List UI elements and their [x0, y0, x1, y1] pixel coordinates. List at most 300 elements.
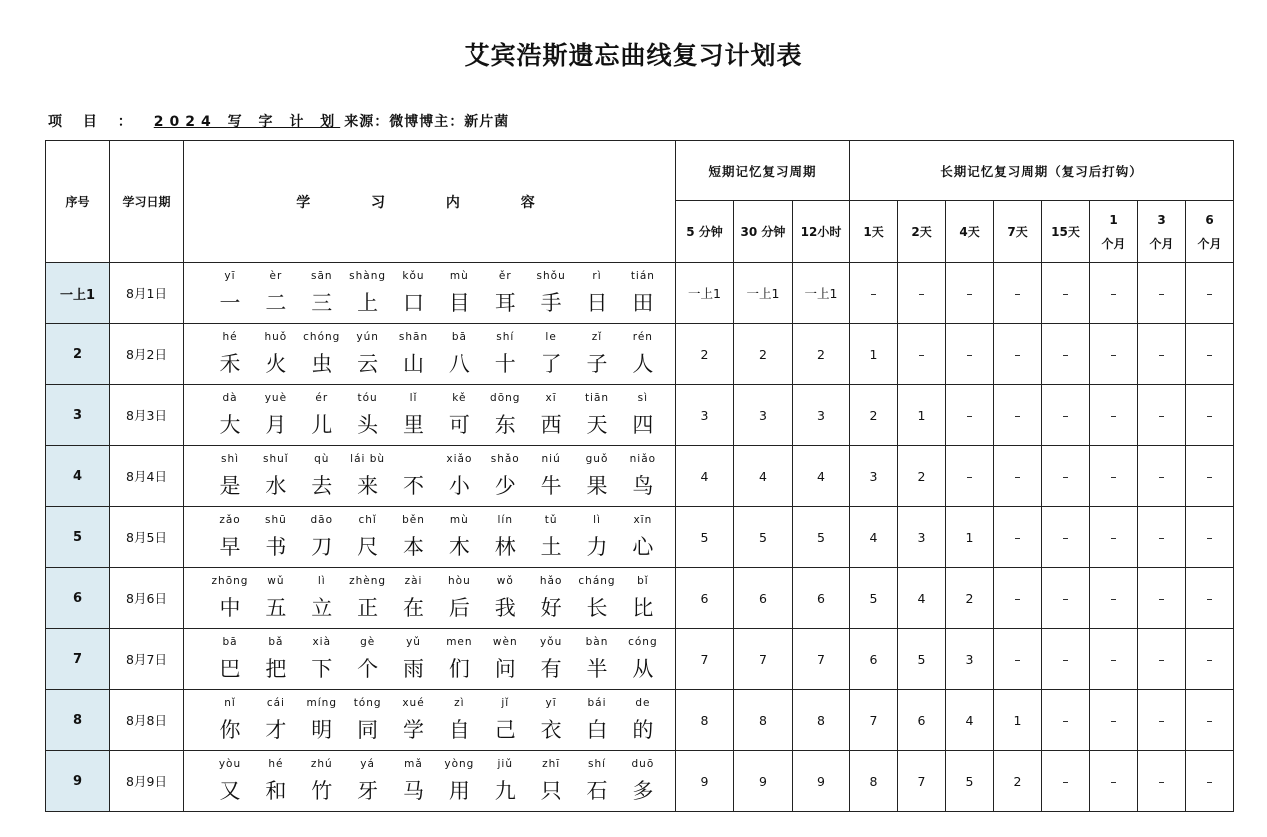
long-review-cell[interactable]: – — [1090, 385, 1138, 446]
pinyin: qù — [314, 452, 330, 465]
hanzi: 禾 — [219, 351, 241, 376]
review-plan-table — [45, 140, 1234, 812]
long-review-cell[interactable]: – — [1186, 629, 1234, 690]
header-short-col: 12小时 — [793, 201, 850, 263]
short-review-cell: 4 — [734, 446, 793, 507]
hanzi: 早 — [219, 534, 241, 559]
header-date: 学习日期 — [110, 141, 184, 263]
long-review-cell[interactable]: – — [1090, 751, 1138, 812]
pinyin: zài — [404, 574, 423, 587]
hanzi: 少 — [494, 473, 516, 498]
hanzi: 后 — [448, 595, 470, 620]
long-review-cell[interactable]: – — [1090, 629, 1138, 690]
hanzi: 果 — [586, 473, 608, 498]
short-review-cell: 7 — [734, 629, 793, 690]
row-seq: 3 — [46, 385, 110, 446]
row-content — [184, 446, 676, 507]
long-review-cell[interactable]: – — [1186, 507, 1234, 568]
hanzi: 石 — [586, 778, 608, 803]
long-review-cell[interactable]: 3 — [946, 629, 994, 690]
pinyin: yòng — [444, 757, 475, 770]
long-review-cell[interactable]: – — [1138, 507, 1186, 568]
long-review-cell[interactable]: – — [1186, 446, 1234, 507]
row-content — [184, 629, 676, 690]
row-content — [184, 507, 676, 568]
short-review-cell: 5 — [734, 507, 793, 568]
long-review-cell[interactable]: – — [1186, 263, 1234, 324]
hanzi: 林 — [494, 534, 516, 559]
pinyin: dāo — [310, 513, 334, 526]
hanzi: 力 — [586, 534, 608, 559]
short-review-cell: 8 — [676, 690, 734, 751]
short-review-cell: 2 — [676, 324, 734, 385]
long-review-cell[interactable]: 1 — [850, 324, 898, 385]
long-review-cell[interactable]: – — [1042, 263, 1090, 324]
pinyin: xué — [402, 696, 425, 709]
long-review-cell[interactable]: – — [1042, 751, 1090, 812]
long-review-cell[interactable]: 2 — [898, 446, 946, 507]
long-review-cell[interactable]: – — [946, 324, 994, 385]
row-seq: 6 — [46, 568, 110, 629]
long-review-cell[interactable]: – — [1186, 690, 1234, 751]
hanzi: 明 — [311, 717, 333, 742]
pinyin: chǐ — [358, 513, 377, 526]
hanzi: 去 — [311, 473, 333, 498]
row-date: 8月8日 — [110, 690, 184, 751]
project-label: 项 目 ： — [48, 114, 140, 130]
long-review-cell[interactable]: – — [850, 263, 898, 324]
character-line — [210, 648, 663, 683]
hanzi: 儿 — [311, 412, 333, 437]
row-date: 8月4日 — [110, 446, 184, 507]
long-review-cell[interactable]: – — [1138, 568, 1186, 629]
long-review-cell[interactable]: – — [994, 629, 1042, 690]
pinyin-line — [210, 697, 663, 709]
pinyin: zǎo — [219, 513, 241, 526]
pinyin: kě — [452, 391, 467, 404]
table-row — [46, 751, 1234, 812]
hanzi: 又 — [219, 778, 241, 803]
short-review-cell: 8 — [734, 690, 793, 751]
hanzi: 有 — [540, 656, 562, 681]
hanzi: 耳 — [494, 290, 516, 315]
pinyin: zì — [454, 696, 465, 709]
long-review-cell[interactable]: 1 — [994, 690, 1042, 751]
pinyin: yuè — [264, 391, 288, 404]
hanzi: 水 — [265, 473, 287, 498]
short-review-cell: 4 — [676, 446, 734, 507]
hanzi: 在 — [403, 595, 424, 620]
short-review-cell: 6 — [734, 568, 793, 629]
short-review-cell: 9 — [734, 751, 793, 812]
pinyin: chóng — [303, 330, 341, 343]
long-review-cell[interactable]: 2 — [994, 751, 1042, 812]
source-credit: 来源：微博博主：新片菌 — [344, 114, 510, 130]
hanzi: 来 — [357, 473, 379, 498]
hanzi: 己 — [494, 717, 516, 742]
row-content — [184, 751, 676, 812]
long-review-cell[interactable]: 6 — [898, 690, 946, 751]
long-review-cell[interactable]: 4 — [946, 690, 994, 751]
character-line — [210, 465, 663, 500]
long-review-cell[interactable]: 5 — [898, 629, 946, 690]
pinyin: niú — [541, 452, 561, 465]
hanzi: 小 — [448, 473, 470, 498]
hanzi: 三 — [311, 290, 333, 315]
header-long-col-unit: 个月 — [1101, 236, 1126, 251]
project-value: 2024 写 字 计 划 — [153, 114, 341, 130]
pinyin: dōng — [490, 391, 521, 404]
hanzi: 学 — [403, 717, 424, 742]
long-review-cell[interactable]: – — [1090, 568, 1138, 629]
header-long-col — [1090, 201, 1138, 263]
long-review-cell[interactable]: 7 — [898, 751, 946, 812]
long-review-cell[interactable]: – — [994, 385, 1042, 446]
long-review-cell[interactable]: – — [1042, 446, 1090, 507]
pinyin: xī — [545, 391, 557, 404]
long-review-cell[interactable]: – — [1138, 751, 1186, 812]
long-review-cell[interactable]: – — [946, 385, 994, 446]
page-title: 艾宾浩斯遗忘曲线复习计划表 — [464, 41, 803, 70]
long-review-cell[interactable]: – — [994, 446, 1042, 507]
pinyin: lái bù — [350, 452, 386, 465]
header-short-col: 30 分钟 — [734, 201, 793, 263]
header-long-col-unit: 个月 — [1149, 236, 1174, 251]
short-review-cell: 一上1 — [676, 263, 734, 324]
pinyin: wǔ — [267, 574, 285, 587]
hanzi: 牙 — [357, 778, 379, 803]
short-review-cell: 一上1 — [734, 263, 793, 324]
short-review-cell: 5 — [793, 507, 850, 568]
hanzi: 虫 — [311, 351, 333, 376]
row-seq: 7 — [46, 629, 110, 690]
hanzi: 只 — [540, 778, 562, 803]
long-review-cell[interactable]: – — [1090, 690, 1138, 751]
pinyin: guǒ — [585, 452, 609, 465]
long-review-cell[interactable]: 2 — [946, 568, 994, 629]
hanzi: 竹 — [311, 778, 333, 803]
long-review-cell[interactable]: – — [946, 446, 994, 507]
pinyin: sì — [637, 391, 649, 404]
long-review-cell[interactable]: 6 — [850, 629, 898, 690]
hanzi: 你 — [219, 717, 241, 742]
pinyin: xīn — [633, 513, 653, 526]
long-review-cell[interactable]: 4 — [898, 568, 946, 629]
character-line — [210, 282, 663, 317]
character-line — [210, 709, 663, 744]
pinyin: míng — [306, 696, 337, 709]
pinyin: tiān — [584, 391, 610, 404]
hanzi: 个 — [357, 656, 379, 681]
long-review-cell[interactable]: – — [1090, 507, 1138, 568]
long-review-cell[interactable]: 3 — [898, 507, 946, 568]
character-line — [210, 404, 663, 439]
hanzi: 二 — [265, 290, 287, 315]
hanzi: 里 — [403, 412, 424, 437]
pinyin: jǐ — [501, 696, 510, 709]
long-review-cell[interactable]: – — [1090, 446, 1138, 507]
pinyin: èr — [269, 269, 283, 282]
long-review-cell[interactable]: 1 — [946, 507, 994, 568]
pinyin: shān — [398, 330, 429, 343]
pinyin: rì — [592, 269, 602, 282]
row-date: 8月3日 — [110, 385, 184, 446]
row-date: 8月9日 — [110, 751, 184, 812]
row-seq: 9 — [46, 751, 110, 812]
hanzi: 本 — [403, 534, 424, 559]
hanzi: 下 — [311, 656, 333, 681]
row-seq: 8 — [46, 690, 110, 751]
pinyin: hé — [268, 757, 284, 770]
row-seq: 4 — [46, 446, 110, 507]
row-content — [184, 568, 676, 629]
pinyin: xiǎo — [446, 452, 473, 465]
header-seq: 序号 — [46, 141, 110, 263]
short-review-cell: 一上1 — [793, 263, 850, 324]
header-long-col-number: 1 — [1109, 212, 1118, 227]
header-long-col: 4天 — [946, 201, 994, 263]
long-review-cell[interactable]: – — [994, 507, 1042, 568]
pinyin: yòu — [218, 757, 242, 770]
short-review-cell: 2 — [793, 324, 850, 385]
hanzi: 多 — [632, 778, 654, 803]
long-review-cell[interactable]: – — [1042, 690, 1090, 751]
table-row — [46, 385, 1234, 446]
hanzi: 尺 — [357, 534, 379, 559]
long-review-cell[interactable]: – — [1138, 324, 1186, 385]
pinyin: gè — [360, 635, 376, 648]
pinyin: cóng — [628, 635, 658, 648]
pinyin: shì — [220, 452, 240, 465]
header-short-col: 5 分钟 — [676, 201, 734, 263]
long-review-cell[interactable]: – — [946, 263, 994, 324]
hanzi: 日 — [586, 290, 608, 315]
pinyin: huǒ — [264, 330, 288, 343]
pinyin: mù — [449, 513, 469, 526]
row-date: 8月2日 — [110, 324, 184, 385]
hanzi: 是 — [219, 473, 241, 498]
pinyin: shí — [587, 757, 607, 770]
long-review-cell[interactable]: 5 — [850, 568, 898, 629]
hanzi: 刀 — [311, 534, 333, 559]
pinyin: shǎo — [490, 452, 520, 465]
pinyin: zhèng — [349, 574, 387, 587]
short-review-cell: 9 — [676, 751, 734, 812]
pinyin: hǎo — [539, 574, 563, 587]
pinyin: bā — [451, 330, 467, 343]
hanzi: 田 — [632, 290, 654, 315]
long-review-cell[interactable]: – — [1186, 324, 1234, 385]
pinyin — [394, 453, 434, 465]
pinyin: bàn — [585, 635, 609, 648]
pinyin: tóng — [353, 696, 382, 709]
long-review-cell[interactable]: – — [1138, 690, 1186, 751]
long-review-cell[interactable]: – — [1042, 507, 1090, 568]
pinyin: zhī — [542, 757, 561, 770]
long-review-cell[interactable]: – — [1186, 568, 1234, 629]
hanzi: 好 — [540, 595, 562, 620]
short-review-cell: 8 — [793, 690, 850, 751]
long-review-cell[interactable]: – — [1138, 629, 1186, 690]
pinyin: zhōng — [211, 574, 249, 587]
character-line — [210, 343, 663, 378]
long-review-cell[interactable]: – — [994, 324, 1042, 385]
hanzi: 八 — [448, 351, 470, 376]
long-review-cell[interactable]: 2 — [850, 385, 898, 446]
short-review-cell: 7 — [676, 629, 734, 690]
pinyin: niǎo — [629, 452, 657, 465]
long-review-cell[interactable]: – — [1042, 568, 1090, 629]
pinyin: hé — [222, 330, 238, 343]
long-review-cell[interactable]: – — [994, 263, 1042, 324]
pinyin: tóu — [357, 391, 378, 404]
hanzi: 自 — [448, 717, 470, 742]
hanzi: 口 — [403, 290, 424, 315]
pinyin: yī — [545, 696, 557, 709]
row-date: 8月1日 — [110, 263, 184, 324]
long-review-cell[interactable]: – — [1186, 385, 1234, 446]
long-review-cell[interactable]: 3 — [850, 446, 898, 507]
long-review-cell[interactable]: 4 — [850, 507, 898, 568]
hanzi: 木 — [448, 534, 470, 559]
hanzi: 人 — [632, 351, 654, 376]
hanzi: 书 — [265, 534, 287, 559]
hanzi: 同 — [357, 717, 379, 742]
table-row — [46, 507, 1234, 568]
short-review-cell: 3 — [734, 385, 793, 446]
long-review-cell[interactable]: 7 — [850, 690, 898, 751]
hanzi: 土 — [540, 534, 562, 559]
hanzi: 和 — [265, 778, 287, 803]
pinyin-line — [210, 758, 663, 770]
hanzi: 的 — [632, 717, 654, 742]
pinyin: lǐ — [409, 391, 418, 404]
short-review-cell: 9 — [793, 751, 850, 812]
hanzi: 月 — [265, 412, 287, 437]
hanzi: 立 — [311, 595, 333, 620]
long-review-cell[interactable]: 1 — [898, 385, 946, 446]
header-short-term-group: 短期记忆复习周期 — [676, 141, 850, 201]
pinyin-line — [210, 453, 663, 465]
hanzi: 天 — [586, 412, 608, 437]
pinyin: shǒu — [536, 269, 566, 282]
pinyin: ér — [315, 391, 329, 404]
hanzi: 西 — [540, 412, 562, 437]
pinyin: bā — [222, 635, 238, 648]
table-row — [46, 324, 1234, 385]
header-long-col — [1186, 201, 1234, 263]
hanzi: 鸟 — [632, 473, 654, 498]
hanzi: 我 — [494, 595, 516, 620]
header-long-col-number: 6 — [1205, 212, 1214, 227]
short-review-cell: 3 — [676, 385, 734, 446]
pinyin-line — [210, 392, 663, 404]
hanzi: 五 — [265, 595, 287, 620]
long-review-cell[interactable]: – — [1042, 324, 1090, 385]
short-review-cell: 6 — [676, 568, 734, 629]
long-review-cell[interactable]: – — [898, 263, 946, 324]
hanzi: 一 — [219, 290, 241, 315]
hanzi: 手 — [540, 290, 562, 315]
hanzi: 东 — [494, 412, 516, 437]
character-line — [210, 526, 663, 561]
long-review-cell[interactable]: – — [1042, 629, 1090, 690]
header-long-col-number: 3 — [1157, 212, 1166, 227]
hanzi: 中 — [219, 595, 241, 620]
long-review-cell[interactable]: – — [1090, 263, 1138, 324]
hanzi: 头 — [357, 412, 379, 437]
long-review-cell[interactable]: 8 — [850, 751, 898, 812]
hanzi: 了 — [540, 351, 562, 376]
project-meta — [48, 111, 509, 131]
long-review-cell[interactable]: – — [1138, 446, 1186, 507]
long-review-cell[interactable]: – — [898, 324, 946, 385]
pinyin: duō — [631, 757, 655, 770]
pinyin: yá — [360, 757, 375, 770]
hanzi: 火 — [265, 351, 287, 376]
pinyin: rén — [632, 330, 653, 343]
long-review-cell[interactable]: – — [1042, 385, 1090, 446]
pinyin: men — [446, 635, 473, 648]
hanzi: 长 — [586, 595, 608, 620]
pinyin: bǐ — [637, 574, 649, 587]
pinyin: tián — [630, 269, 655, 282]
pinyin-line — [210, 575, 663, 587]
hanzi: 从 — [632, 656, 654, 681]
pinyin: lì — [317, 574, 326, 587]
long-review-cell[interactable]: – — [1138, 263, 1186, 324]
hanzi: 目 — [448, 290, 470, 315]
header-content: 学 习 内 容 — [184, 141, 676, 263]
long-review-cell[interactable]: – — [1138, 385, 1186, 446]
pinyin: bái — [587, 696, 607, 709]
pinyin: xià — [312, 635, 332, 648]
pinyin-line — [210, 270, 663, 282]
row-seq: 2 — [46, 324, 110, 385]
hanzi: 四 — [632, 412, 654, 437]
pinyin: wèn — [492, 635, 518, 648]
hanzi: 子 — [586, 351, 608, 376]
pinyin-line — [210, 514, 663, 526]
short-review-cell: 7 — [793, 629, 850, 690]
pinyin-line — [210, 636, 663, 648]
hanzi: 雨 — [403, 656, 424, 681]
pinyin: yǒu — [539, 635, 563, 648]
character-line — [210, 587, 663, 622]
hanzi: 云 — [357, 351, 379, 376]
hanzi: 十 — [494, 351, 516, 376]
hanzi: 马 — [403, 778, 424, 803]
row-date: 8月5日 — [110, 507, 184, 568]
character-line — [210, 770, 663, 805]
long-review-cell[interactable]: – — [994, 568, 1042, 629]
long-review-cell[interactable]: – — [1186, 751, 1234, 812]
pinyin: yǔ — [406, 635, 421, 648]
long-review-cell[interactable]: – — [1090, 324, 1138, 385]
row-date: 8月6日 — [110, 568, 184, 629]
long-review-cell[interactable]: 5 — [946, 751, 994, 812]
pinyin: shí — [496, 330, 515, 343]
pinyin: de — [635, 696, 651, 709]
header-long-col: 1天 — [850, 201, 898, 263]
pinyin: bǎ — [268, 635, 284, 648]
table-row — [46, 629, 1234, 690]
hanzi: 正 — [357, 595, 379, 620]
hanzi: 白 — [586, 717, 608, 742]
pinyin: běn — [402, 513, 425, 526]
pinyin: yún — [356, 330, 379, 343]
pinyin: le — [545, 330, 557, 343]
